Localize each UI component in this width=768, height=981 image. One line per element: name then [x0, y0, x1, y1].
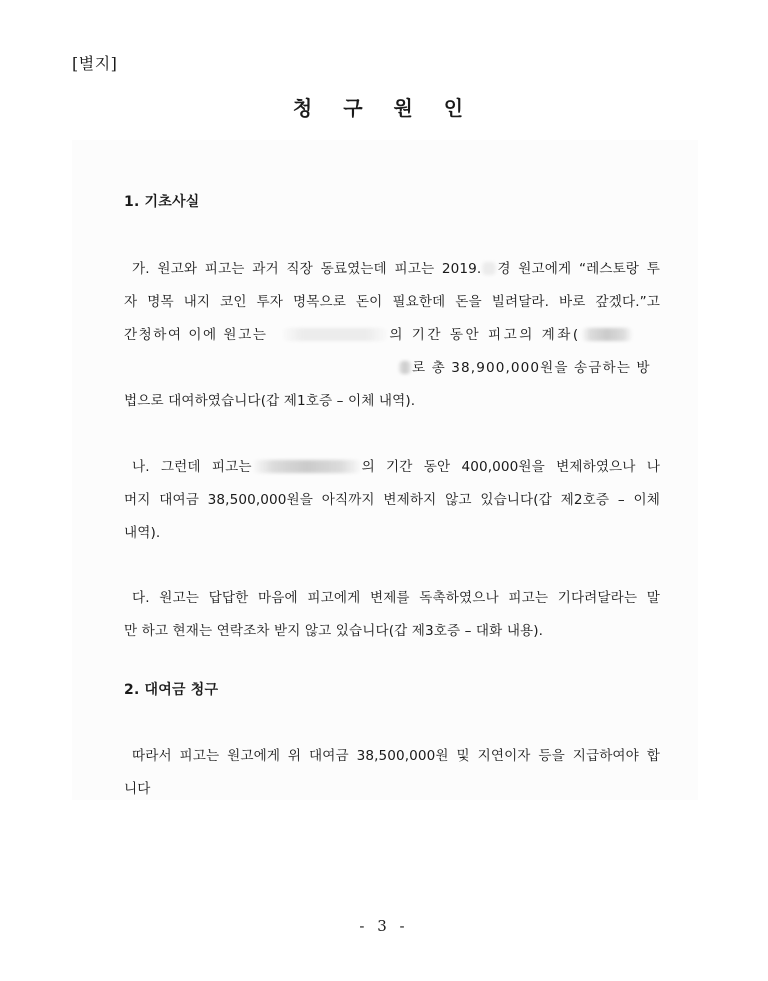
redacted-account-end: [398, 361, 412, 374]
paragraph-ga-line-4: [398, 356, 658, 376]
redacted-account: [581, 328, 633, 341]
paragraph-ga-line-5: 법으로 대여하였습니다(갑 제1호증 – 이체 내역).: [124, 393, 416, 409]
document-title: 청 구 원 인: [292, 96, 476, 120]
paragraph-ga-line-3: [124, 323, 646, 343]
paragraph-na-line-1-end: 의 기간 동안 400,000원을 변제하였으나 나: [361, 459, 660, 475]
claim-line-2: 니다: [124, 781, 151, 797]
paragraph-ga-line-3-start: 간청하여 이에 원고는: [124, 327, 268, 343]
paragraph-ga-line-4-text: 로 총 38,900,000원을 송금하는 방: [412, 360, 651, 376]
page-number: - 3 -: [359, 917, 409, 935]
paragraph-na-line-1-start: 나. 그런데 피고는: [132, 459, 252, 475]
paragraph-da-line-2: 만 하고 현재는 연락조차 받지 않고 있습니다(갑 제3호증 – 대화 내용).: [124, 623, 544, 639]
section-heading-facts: 1. 기초사실: [124, 194, 200, 210]
paragraph-da-line-1: 다. 원고는 답답한 마음에 피고에게 변제를 독촉하였으나 피고는 기다려달라는 말: [132, 590, 660, 606]
paragraph-ga-line-3-end: 의 기간 동안 피고의 계좌(: [389, 327, 581, 343]
paragraph-ga-line-1-start: 가. 원고와 피고는 과거 직장 동료였는데 피고는 2019.: [132, 261, 482, 277]
redacted-date: [481, 262, 497, 275]
paragraph-ga-line-2: 자 명목 내지 코인 투자 명목으로 돈이 필요한데 돈을 빌려달라. 바로 갚겠다.”고: [124, 294, 660, 310]
attachment-label: [별지]: [72, 54, 118, 73]
paragraph-na-line-1: [132, 455, 660, 475]
redacted-period: [281, 328, 389, 341]
paragraph-ga-line-1: [132, 257, 660, 277]
claim-line-1: 따라서 피고는 원고에게 위 대여금 38,500,000원 및 지연이자 등을 지급하여야 합: [132, 748, 660, 764]
paragraph-na-line-2: 머지 대여금 38,500,000원을 아직까지 변제하지 않고 있습니다(갑 제2호증 – 이체: [124, 492, 660, 508]
redacted-period-2: [252, 460, 362, 473]
paragraph-ga-line-1-end: 경 원고에게 “레스토랑 투: [497, 261, 660, 277]
paragraph-na-line-3: 내역).: [124, 525, 161, 541]
section-heading-loan-claim: 2. 대여금 청구: [124, 682, 219, 698]
